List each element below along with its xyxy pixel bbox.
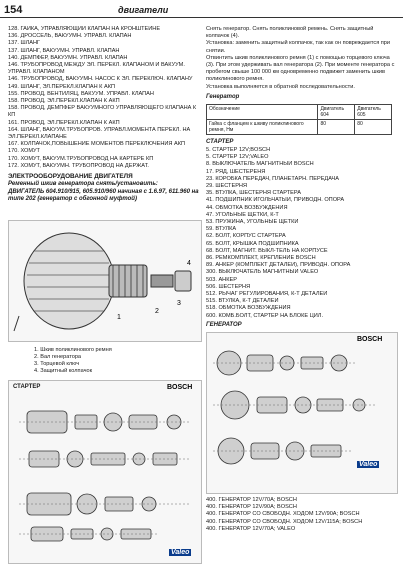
list-item: 23. КОРОБКА ПЕРЕДАЧ, ПЛАНЕТАРН. ПЕРЕДАЧА [206,175,339,182]
bosch-logo: BOSCH [167,384,193,391]
list-item: 5. СТАРТЕР 12V;VALEO [206,154,269,161]
list-item: 62. БОЛТ, КОРПУС СТАРТЕРА [206,233,286,240]
generator-parts-list [206,497,396,533]
list-item: 512. РЫЧАГ РЕГУЛИРОВАНИЯ, К-Т ДЕТАЛЕЙ [206,291,328,298]
list-item: 400. ГЕНЕРАТОР 12V/90A; BOSCH [206,504,297,511]
list-item: 161. ПРОВОД, ЭЛ.ПЕРЕКЛ.КЛАПАН К АКП [8,119,120,126]
svg-text:3: 3 [177,300,181,307]
list-item: 29. ШЕСТЕРНЯ [206,183,247,190]
paragraph: Отвинтить шкив поликлинового ремня (1) с помощью торцевого ключа (3). При этом удерживать вал генератора (2). При моменте генератора с пробегом свыше 100 000 км одновременно подвижет заменить шкив поликлинового ремня. [206,54,395,83]
figure-legend [34,347,112,375]
engine-note: ДВИГАТЕЛЬ 604.910/915, 605.910/960 начиная с 1.6.97, 611.960 на типе 202 (генератор с обгонной муфтой) [8,188,199,203]
generator-heading: Генератор [206,93,240,100]
list-item: 128. ГАЙКА, УПРАВЛЯЮЩИЙ КЛАПАН НА КРОНШТЕЙНЕ [8,26,161,32]
list-item: 506. ШЕСТЕРНЯ [206,283,251,290]
list-item: 400. ГЕНЕРАТОР СО СВОБОДН. ХОДОМ 12V/115A; BOSCH [206,518,363,525]
table-row [207,120,392,135]
list-item: 400. ГЕНЕРАТОР 12V/70A; VALEO [206,525,296,532]
generator-list-heading: ГЕНЕРАТОР [206,321,242,328]
section-heading-electrical: ЭЛЕКТРООБОРУДОВАНИЕ ДВИГАТЕЛЯ [8,173,133,181]
list-item: 136. ДРОССЕЛЬ, ВАКУУМН. УПРАВЛ. КЛАПАН [8,33,132,40]
table-header-row [207,105,392,120]
list-item: 86. РЕМКОМПЛЕКТ, КРЕПЛЕНИЕ BOSCH [206,255,316,262]
generator-parts-illustration [207,333,397,493]
table-cell: 80 [318,120,355,135]
starter-figure-label: СТАРТЕР [13,384,41,390]
list-item: 515. ВТУЛКА, К-Т ДЕТАЛЕЙ [206,298,279,305]
list-item: 149. ШЛАНГ, ЭЛ.ПЕРЕКЛ.КЛАПАН К АКП [8,83,115,90]
paragraph: Установка: заменить защитный колпачок, так как он повреждается при снятии. [206,40,391,54]
section-title: двигатели [118,5,169,15]
list-item: 5. СТАРТЕР 12V;BOSCH [206,147,271,154]
right-column [206,26,396,329]
figure-alternator-pulley [8,220,202,342]
list-item: 155. ПРОВОД, ВЕНТИЛЯЦ, ВАКУУМ. УПРАВЛ. КЛАПАН [8,90,154,97]
table-header-cell: Обозначение [207,105,318,120]
list-item: 44. ОБМОТКА ВОЗБУЖДЕНИЯ [206,204,288,211]
list-item: 164. ШЛАНГ, ВАКУУМ.ТРУБОПРОВ. УПРАВЛ.МОМЕНТА ПЕРЕКЛ. НА ЭЛ.ПЕРЕКЛ.КЛАПАНЕ [8,126,191,141]
left-column [8,26,200,204]
list-item: 170. ХОМУТ, ВАКУУМ.ТРУБОПРОВОД НА КАРТЕРЕ КП [8,155,154,162]
list-item: 158. ПРОВОД, ДЕМПФЕР ВАКУУМНОГО УПРАВЛЯЮЩЕГО КЛАПАНА К КП [8,105,197,119]
list-item: 8. ВЫКЛЮЧАТЕЛЬ МАГНИТНЫЙ BOSCH [206,161,314,168]
page-header [0,0,403,22]
list-item: 137. ШЛАНГ, ВАКУУМН. УПРАВЛ. КЛАПАН [8,47,120,54]
legend-item: 3. Торцевой ключ [34,361,80,367]
valeo-logo: Valeo [171,549,190,556]
list-item: 35. ВТУЛКА, ШЕСТЕРНЯ СТАРТЕРА [206,190,301,197]
page-number: 154 [4,4,23,16]
list-item: 47. УГОЛЬНЫЕ ЩЕТКИ, К-Т [206,211,279,218]
list-item: 503. АНКЕР [206,276,237,283]
list-item: 68. БОЛТ, МАГНИТ. ВЫКЛ-ТЕЛЬ НА КОРПУСЕ [206,247,328,254]
list-item: 400. ГЕНЕРАТОР СО СВОБОДН. ХОДОМ 12V/90A; BOSCH [206,511,360,518]
valeo-logo: Valeo [359,461,378,468]
legend-item: 2. Вал генератора [34,354,82,360]
alternator-pulley-illustration [9,221,201,341]
list-item: 89. АНКЕР (КОМПЛЕКТ ДЕТАЛЕЙ), ПРИВОДН. ОПОРА [206,262,351,269]
list-item: 137. ШЛАНГ [8,40,41,47]
list-item: 170. ХОМУТ [8,148,40,155]
figure-generator-exploded [206,332,398,494]
list-item: 146. ТРУБОПРОВОД, ВАКУУМН. НАСОС К ЭЛ. ПЕРЕКЛЮЧ. КЛАПАНУ [8,76,193,83]
list-item: 146. ТРУБОПРОВОД МЕЖДУ ЭЛ. ПЕРЕКЛ. КЛАПАНОМ И ВАКУУМ. УПРАВЛ. КЛАПАНОМ [8,62,185,76]
svg-text:2: 2 [155,308,159,315]
table-cell: 80 [355,120,392,135]
list-item: 300. ВЫКЛЮЧАТЕЛЬ МАГНИТНЫЙ VALEO [206,269,319,276]
paragraph: Снять генератор. Снять поликлиновой ремень. Снять защитный колпачок (4). [206,26,374,40]
list-item: 518. ОБМОТКА ВОЗБУЖДЕНИЯ [206,305,291,312]
table-header-cell: Двигатель 604 [318,105,355,120]
list-item: 167. КОЛПАЧОК,ПОВЫШЕНИЕ МОМЕНТОВ ПЕРЕКЛЮЧЕНИЯ АКП [8,141,186,148]
bosch-logo: BOSCH [357,336,383,343]
list-item: 158. ПРОВОД, ЭЛ.ПЕРЕКЛ.КЛАПАН К АКП [8,98,120,105]
list-item: 600. КОМБ.БОЛТ, СТАРТЕР НА БЛОКЕ ЦИЛ. [206,312,324,319]
legend-item: 1. Шкив поликлинового ремня [34,347,112,353]
legend-item: 4. Защитный колпачок [34,368,93,374]
list-item: 53. ПРУЖИНА, УГОЛЬНЫЕ ЩЕТКИ [206,219,299,226]
list-item: 140. ДЕМПФЕР, ВАКУУМН. УПРАВЛ. КЛАПАН [8,54,128,61]
starter-heading: СТАРТЕР [206,139,234,146]
starter-parts-list [206,147,396,320]
table-cell: Гайка с фланцем к шкиву поликлинового ремня, Нм [207,120,318,135]
list-item: 41. ПОДШИПНИК ИГОЛЬЧАТЫЙ, ПРИВОДН. ОПОРА [206,197,345,204]
starter-parts-illustration [9,381,201,563]
list-item: 65. БОЛТ, КРЫШКА ПОДШИПНИКА [206,240,299,247]
paragraph: Установка выполняется в обратной последовательности. [206,83,355,90]
list-item: 400. ГЕНЕРАТОР 12V/70A; BOSCH [206,497,297,503]
subheading-belt-pulley: Ременный шкив генератора снять/установить: [8,181,158,188]
list-item: 17. РЯД, ШЕСТЕРЕНЯ [206,168,266,175]
list-item: 59. ВТУЛКА [206,226,237,233]
torque-table [206,104,392,135]
figure-starter-exploded [8,380,202,564]
table-header-cell: Двигатель 605 [355,105,392,120]
svg-text:4: 4 [187,260,191,267]
parts-list [8,26,200,170]
svg-text:1: 1 [117,314,121,321]
list-item: 172. ХОМУТ, ВАКУУМН. ТРУБОПРОВОД НА ДЕРЖАТ. [8,162,149,169]
header-rule [0,17,403,18]
